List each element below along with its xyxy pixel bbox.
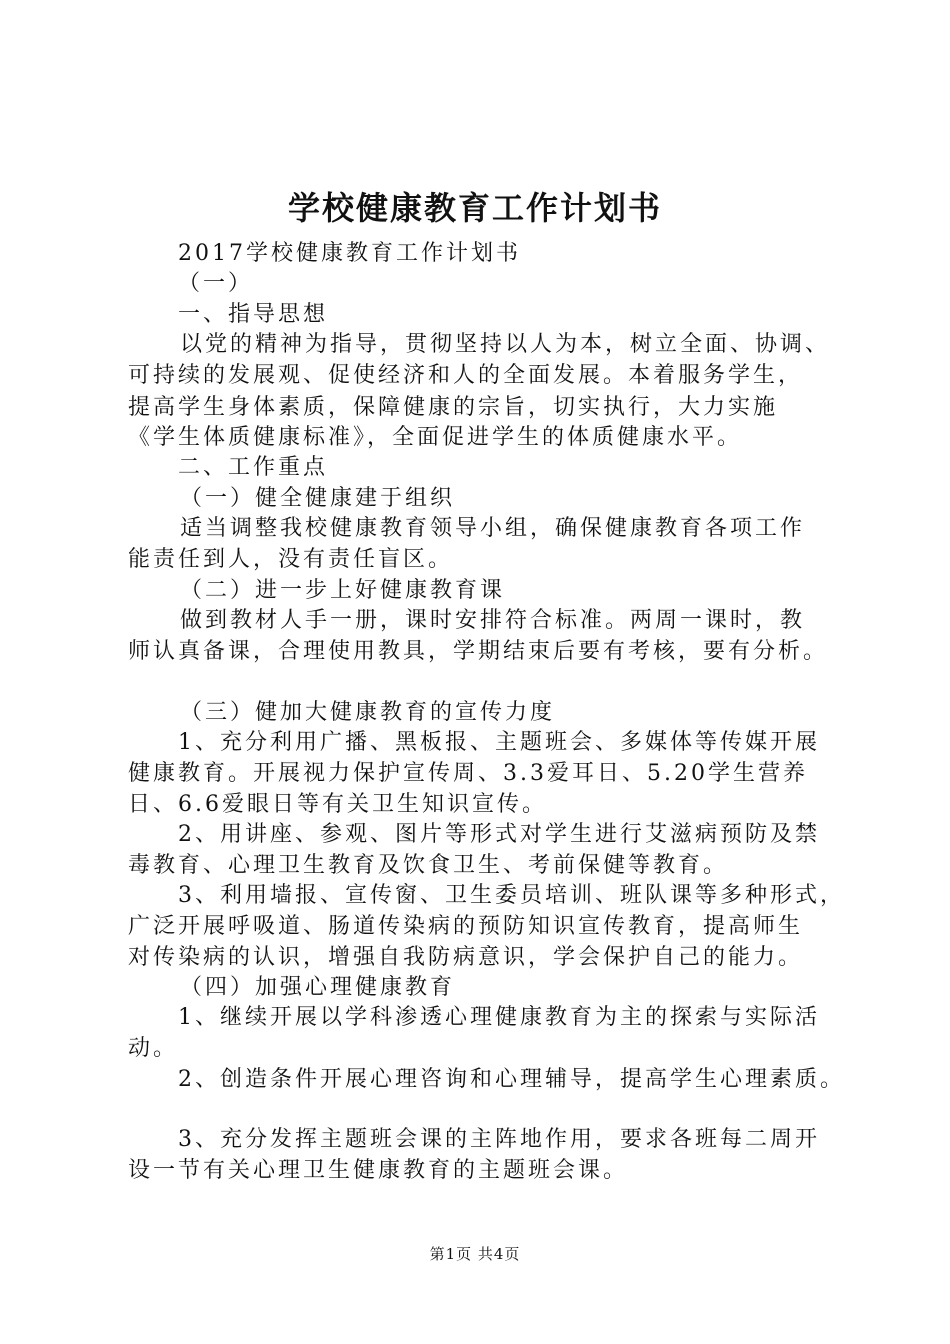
heading-work-focus: 二、工作重点 — [178, 455, 329, 480]
paragraph-line: 师认真备课，合理使用教具，学期结束后要有考核，要有分析。 — [128, 639, 829, 664]
subheading-publicity: （三）健加大健康教育的宣传力度 — [180, 700, 556, 725]
paragraph-line: 可持续的发展观、促使经济和人的全面发展。本着服务学生， — [128, 363, 804, 388]
paragraph-line: 能责任到人，没有责任盲区。 — [128, 547, 454, 572]
paragraph-line: 1、充分利用广播、黑板报、主题班会、多媒体等传媒开展 — [178, 730, 820, 755]
subheading-mental-health: （四）加强心理健康教育 — [180, 975, 456, 1000]
section-number: （一） — [178, 271, 254, 296]
page-footer: 第1页 共4页 — [429, 1245, 521, 1263]
paragraph-line: 健康教育。开展视力保护宣传周、3.3爱耳日、5.20学生营养 — [128, 761, 808, 786]
paragraph-line: 提高学生身体素质，保障健康的宗旨，切实执行，大力实施 — [128, 395, 779, 420]
paragraph-line: 1、继续开展以学科渗透心理健康教育为主的探索与实际活 — [178, 1005, 820, 1030]
paragraph-line: 2、创造条件开展心理咨询和心理辅导，提高学生心理素质。 — [178, 1067, 845, 1092]
paragraph-line: 设一节有关心理卫生健康教育的主题班会课。 — [128, 1158, 629, 1183]
paragraph-line: 广泛开展呼吸道、肠道传染病的预防知识宣传教育，提高师生 — [128, 914, 804, 939]
document-title: 学校健康教育工作计划书 — [287, 189, 662, 227]
paragraph-line: 对传染病的认识，增强自我防病意识，学会保护自己的能力。 — [128, 945, 804, 970]
paragraph-line: 3、充分发挥主题班会课的主阵地作用，要求各班每二周开 — [178, 1127, 820, 1152]
paragraph-line: 以党的精神为指导，贯彻坚持以人为本，树立全面、协调、 — [180, 332, 831, 357]
subtitle-line: 2017学校健康教育工作计划书 — [178, 241, 521, 266]
paragraph-line: 适当调整我校健康教育领导小组，确保健康教育各项工作 — [180, 516, 806, 541]
paragraph-line: 《学生体质健康标准》，全面促进学生的体质健康水平。 — [128, 425, 743, 450]
subheading-organization: （一）健全健康建于组织 — [180, 486, 456, 511]
paragraph-line: 毒教育、心理卫生教育及饮食卫生、考前保健等教育。 — [128, 853, 729, 878]
paragraph-line: 3、利用墙报、宣传窗、卫生委员培训、班队课等多种形式， — [178, 883, 845, 908]
paragraph-line: 日、6.6爱眼日等有关卫生知识宣传。 — [128, 792, 547, 817]
paragraph-line: 做到教材人手一册，课时安排符合标准。两周一课时，教 — [180, 608, 806, 633]
heading-guiding-thought: 一、指导思想 — [178, 302, 329, 327]
paragraph-line: 动。 — [128, 1036, 179, 1061]
paragraph-line: 2、用讲座、参观、图片等形式对学生进行艾滋病预防及禁 — [178, 822, 820, 847]
subheading-health-class: （二）进一步上好健康教育课 — [180, 578, 506, 603]
